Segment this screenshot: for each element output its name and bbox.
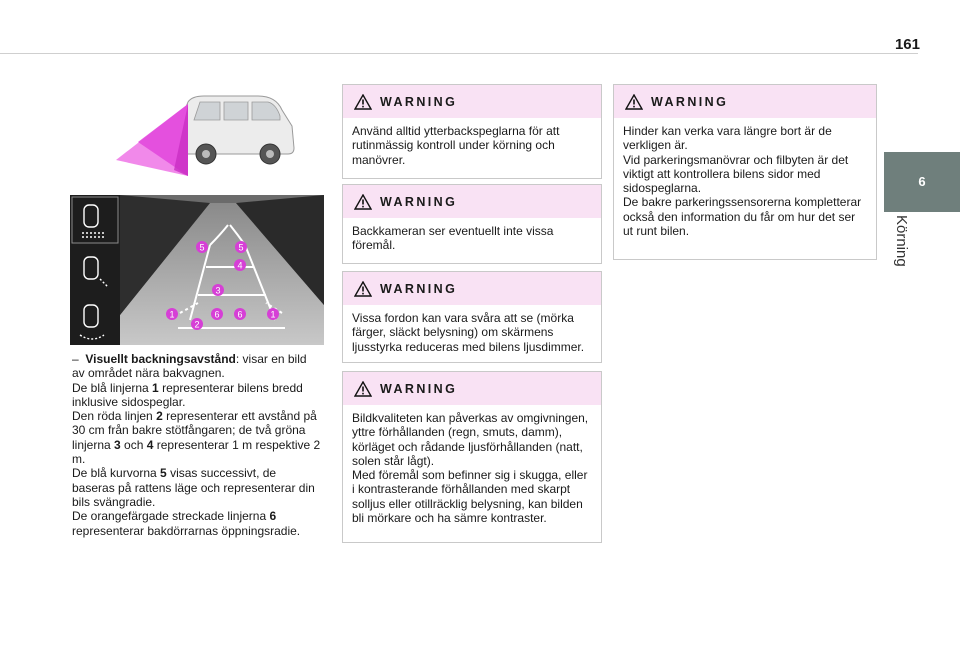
caption-red-line: Den röda linjen 2 representerar ett avstånd på 30 cm från bakre stötfångaren; de två gröna linjerna 3 och 4 representerar 1 m respektive 2 m. <box>72 409 321 467</box>
figure-marker: 1 <box>169 309 175 320</box>
warning-box-camera-objects <box>342 184 602 264</box>
warning-triangle-icon <box>354 194 372 210</box>
warning-box-mirrors <box>342 84 602 179</box>
figure-marker: 6 <box>237 309 243 320</box>
warning-triangle-icon <box>354 281 372 297</box>
figure-marker: 4 <box>237 260 243 271</box>
figure-marker: 5 <box>238 242 244 253</box>
warning-text: Bildkvaliteten kan påverkas av omgivningen, yttre förhållanden (regn, smuts, damm), körläget och rådande ljusförhållanden (natt, solen står lågt). Med föremål som befinner sig i skugga, eller i kontrasterande förhållanden med skarpt solljus eller otillräcklig belysning, kan bilden bli mörkare och ha sämre kontraster. <box>352 411 589 526</box>
header-rule <box>0 53 918 54</box>
chapter-tab[interactable]: 6 <box>884 152 960 212</box>
figure-marker: 3 <box>215 285 221 296</box>
warning-title: WARNING <box>651 94 729 109</box>
warning-box-brightness <box>342 271 602 363</box>
caption-blue-lines: De blå linjerna 1 representerar bilens bredd inklusive sidospeglar. <box>72 380 303 409</box>
warning-text: Vissa fordon kan vara svåra att se (mörka färger, släckt belysning) om skärmens ljusstyrka reduceras med bilens ljusdimmer. <box>352 311 585 354</box>
warning-header <box>614 85 876 118</box>
warning-title: WARNING <box>380 94 458 109</box>
caption-item-1: – Visuellt backningsavstånd: visar en bild av området nära bakvagnen. <box>72 352 307 381</box>
chapter-title: Körning <box>893 215 910 267</box>
warning-header <box>343 85 601 118</box>
caption-orange-lines: De orangefärgade streckade linjerna 6 representerar bakdörrarnas öppningsradie. <box>72 509 301 538</box>
warning-text: Hinder kan verka vara längre bort är de verkligen är. Vid parkeringsmanövrar och filbyten är det viktigt att kontrollera bilens sidor med sidospeglarna. De bakre parkeringssensorerna kompletterar också den information du får om hur det ser ut runt bilen. <box>623 124 862 239</box>
warning-header <box>343 272 601 305</box>
figure-marker: 2 <box>194 319 200 330</box>
warning-title: WARNING <box>380 194 458 209</box>
warning-box-image-quality <box>342 371 602 543</box>
figure-marker: 1 <box>270 309 276 320</box>
car-camera-illustration <box>108 80 298 180</box>
warning-triangle-icon <box>354 94 372 110</box>
warning-text: Backkameran ser eventuellt inte vissa föremål. <box>352 224 554 253</box>
figure-marker: 6 <box>214 309 220 320</box>
warning-box-distance <box>613 84 877 260</box>
warning-header <box>343 372 601 405</box>
caption-blue-curves: De blå kurvorna 5 visas successivt, de baseras på rattens läge och representerar din bils svängradie. <box>72 466 315 509</box>
warning-triangle-icon <box>625 94 643 110</box>
warning-triangle-icon <box>354 381 372 397</box>
warning-title: WARNING <box>380 381 458 396</box>
rear-camera-display <box>70 195 324 345</box>
camera-view-graphic <box>70 195 324 345</box>
page-number: 161 <box>894 36 920 53</box>
warning-header <box>343 185 601 218</box>
figure-caption <box>72 352 322 538</box>
warning-title: WARNING <box>380 281 458 296</box>
warning-text: Använd alltid ytterbackspeglarna för att rutinmässig kontroll under körning och manövrer. <box>352 124 560 167</box>
figure-marker: 5 <box>199 242 205 253</box>
